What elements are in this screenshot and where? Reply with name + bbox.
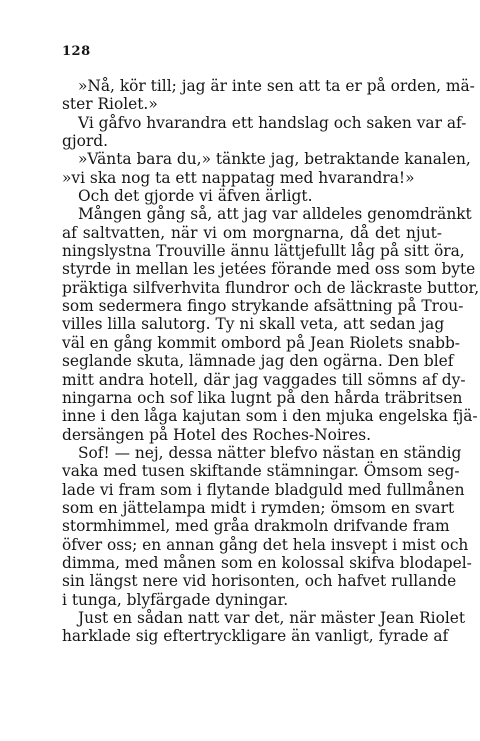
text-line: präktiga silfverhvita flundror och de läckraste buttor, xyxy=(62,278,480,297)
text-line: inne i den låga kajutan som i den mjuka engelska fjä- xyxy=(62,407,478,426)
body-text xyxy=(62,77,480,646)
text-line: Mången gång så, att jag var alldeles genomdränkt xyxy=(78,205,472,224)
text-line: styrde in mellan les jetées förande med oss som byte xyxy=(62,260,476,279)
text-line: Vi gåfvo hvarandra ett handslag och saken var af- xyxy=(78,113,467,132)
text-line: ster Riolet.» xyxy=(62,95,158,114)
text-line: som en jättelampa midt i rymden; ömsom en svart xyxy=(62,498,455,517)
page-number: 128 xyxy=(62,44,91,59)
text-line: ningslystna Trouville ännu lättjefullt låg på sitt öra, xyxy=(62,242,465,261)
text-line: som sedermera fingo strykande afsättning på Trou- xyxy=(62,297,464,316)
text-line: »Vänta bara du,» tänkte jag, betraktande kanalen, xyxy=(78,150,471,169)
text-line: stormhimmel, med gråa drakmoln drifvande fram xyxy=(62,517,450,536)
text-line: seglande skuta, lämnade jag den ogärna. Den blef xyxy=(62,352,454,371)
text-line: Och det gjorde vi äfven ärligt. xyxy=(78,187,313,206)
text-line: sin längst nere vid horisonten, och hafvet rullande xyxy=(62,572,457,591)
text-line: vaka med tusen skiftande stämningar. Ömsom seg- xyxy=(62,462,460,481)
text-line: Sof! — nej, dessa nätter blefvo nästan en ständig xyxy=(78,443,462,462)
text-line: dersängen på Hotel des Roches-Noires. xyxy=(62,425,372,444)
text-line: öfver oss; en annan gång det hela insvept i mist och xyxy=(62,535,469,554)
text-line: mitt andra hotell, där jag vaggades till sömns af dy- xyxy=(62,370,466,389)
text-line: väl en gång kommit ombord på Jean Riolets snabb- xyxy=(62,333,460,352)
text-line: ningarna och sof lika lugnt på den hårda träbritsen xyxy=(62,388,463,407)
text-line: »vi ska nog ta ett nappatag med hvarandra!» xyxy=(62,168,415,187)
text-line: villes lilla salutorg. Ty ni skall veta, att sedan jag xyxy=(62,315,445,334)
text-line: af saltvatten, när vi om morgnarna, då det njut- xyxy=(62,223,442,242)
text-line: harklade sig eftertryckligare än vanligt, fyrade af xyxy=(62,627,449,646)
text-line: dimma, med månen som en kolossal skifva blodapel- xyxy=(62,553,472,572)
text-line: i tunga, blyfärgade dyningar. xyxy=(62,590,289,609)
text-line: »Nå, kör till; jag är inte sen att ta er på orden, mä- xyxy=(78,77,475,95)
text-line: gjord. xyxy=(62,132,108,151)
text-line: lade vi fram som i flytande bladguld med fullmånen xyxy=(62,480,465,499)
text-line: Just en sådan natt var det, när mäster Jean Riolet xyxy=(78,608,466,627)
